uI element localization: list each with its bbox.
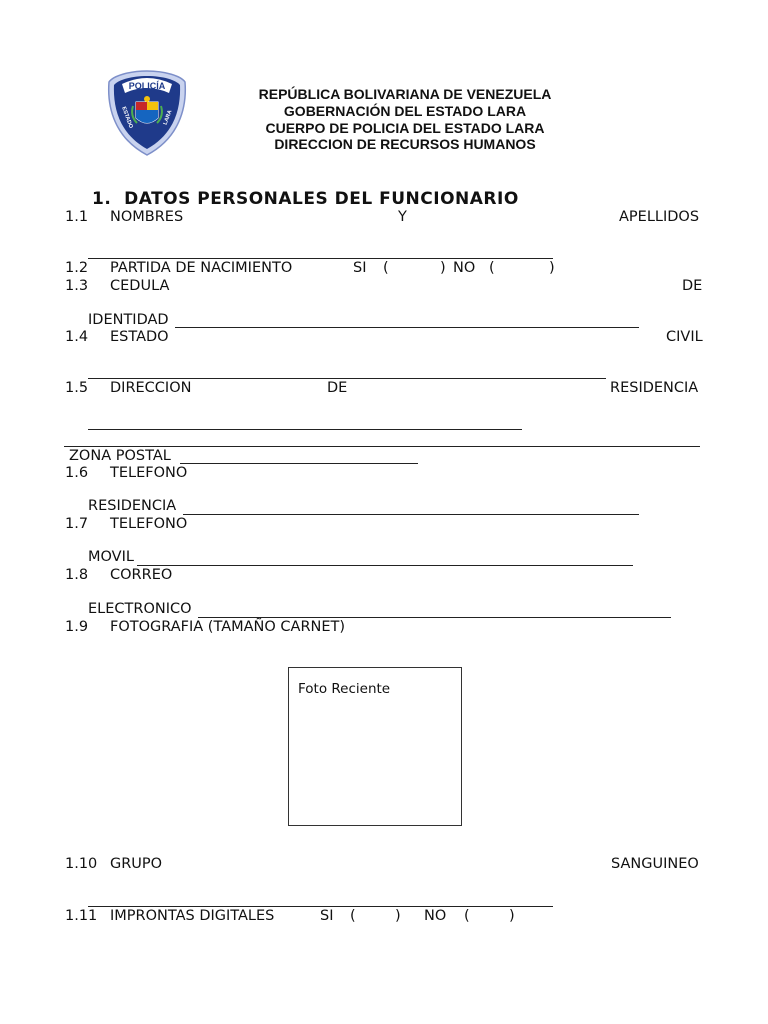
label-telefono: TELEFONO — [110, 465, 188, 481]
label-sanguineo: SANGUINEO — [611, 856, 699, 872]
label-de: DE — [682, 278, 703, 294]
field-number: 1.3 — [65, 278, 89, 294]
checkbox-no-close[interactable]: ) — [549, 260, 555, 276]
field-number: 1.1 — [65, 209, 89, 225]
section-title — [92, 189, 519, 209]
field-number: 1.9 — [65, 619, 89, 635]
cedula-input-line[interactable] — [175, 327, 639, 328]
logo-left-text: ESTADO — [120, 106, 134, 130]
direccion-input-line-1[interactable] — [88, 429, 522, 430]
label-correo: CORREO — [110, 567, 173, 583]
label-estado: ESTADO — [110, 329, 169, 345]
label-improntas-digitales: IMPRONTAS DIGITALES — [110, 908, 275, 924]
label-identidad: IDENTIDAD — [88, 312, 169, 328]
label-direccion: DIRECCION — [110, 380, 192, 396]
police-shield-icon — [105, 68, 189, 158]
label-de: DE — [327, 380, 348, 396]
label-no: NO — [424, 908, 447, 924]
label-partida-nacimiento: PARTIDA DE NACIMIENTO — [110, 260, 293, 276]
direccion-input-line-2[interactable] — [64, 446, 700, 447]
nombres-apellidos-input-line[interactable] — [88, 258, 553, 259]
checkbox-no-open[interactable]: ( — [489, 260, 495, 276]
photo-box[interactable] — [288, 667, 462, 826]
field-number: 1.2 — [65, 260, 89, 276]
label-y: Y — [398, 209, 407, 225]
header-line-3: CUERPO DE POLICIA DEL ESTADO LARA — [265, 120, 545, 136]
field-number: 1.6 — [65, 465, 89, 481]
checkbox-si-close[interactable]: ) — [440, 260, 446, 276]
label-cedula: CEDULA — [110, 278, 170, 294]
label-telefono: TELEFONO — [110, 516, 188, 532]
label-residencia: RESIDENCIA — [88, 498, 177, 514]
label-si: SI — [353, 260, 367, 276]
zona-postal-input-line[interactable] — [180, 463, 418, 464]
label-si: SI — [320, 908, 334, 924]
label-civil: CIVIL — [666, 329, 703, 345]
field-number: 1.8 — [65, 567, 89, 583]
estado-civil-input-line[interactable] — [88, 378, 606, 379]
grupo-sanguineo-input-line[interactable] — [88, 906, 553, 907]
logo-right-text: LARA — [162, 109, 174, 126]
field-number: 1.7 — [65, 516, 89, 532]
correo-electronico-input-line[interactable] — [198, 617, 671, 618]
section-title-text: DATOS PERSONALES DEL FUNCIONARIO — [124, 189, 519, 209]
label-apellidos: APELLIDOS — [619, 209, 700, 225]
header-line-1: REPÚBLICA BOLIVARIANA DE VENEZUELA — [258, 86, 552, 102]
field-number: 1.10 — [65, 856, 98, 872]
telefono-residencia-input-line[interactable] — [183, 514, 639, 515]
checkbox-no-open[interactable]: ( — [464, 908, 470, 924]
label-nombres: NOMBRES — [110, 209, 184, 225]
header-line-4: DIRECCION DE RECURSOS HUMANOS — [274, 136, 536, 152]
photo-label: Foto Reciente — [298, 681, 391, 697]
header-line-2: GOBERNACIÓN DEL ESTADO LARA — [283, 103, 527, 119]
label-fotografia: FOTOGRAFIA (TAMAÑO CARNET) — [110, 619, 346, 635]
checkbox-si-close[interactable]: ) — [395, 908, 401, 924]
label-zona-postal: ZONA POSTAL — [69, 448, 171, 464]
checkbox-no-close[interactable]: ) — [509, 908, 515, 924]
label-grupo: GRUPO — [110, 856, 163, 872]
checkbox-si-open[interactable]: ( — [350, 908, 356, 924]
field-number: 1.5 — [65, 380, 89, 396]
label-residencia: RESIDENCIA — [610, 380, 699, 396]
label-no: NO — [453, 260, 476, 276]
label-electronico: ELECTRONICO — [88, 601, 192, 617]
section-number: 1. — [92, 189, 112, 209]
field-number: 1.11 — [65, 908, 98, 924]
field-number: 1.4 — [65, 329, 89, 345]
label-movil: MOVIL — [88, 549, 134, 565]
logo-top-text: POLICÍA — [128, 81, 166, 91]
checkbox-si-open[interactable]: ( — [383, 260, 389, 276]
telefono-movil-input-line[interactable] — [137, 565, 633, 566]
